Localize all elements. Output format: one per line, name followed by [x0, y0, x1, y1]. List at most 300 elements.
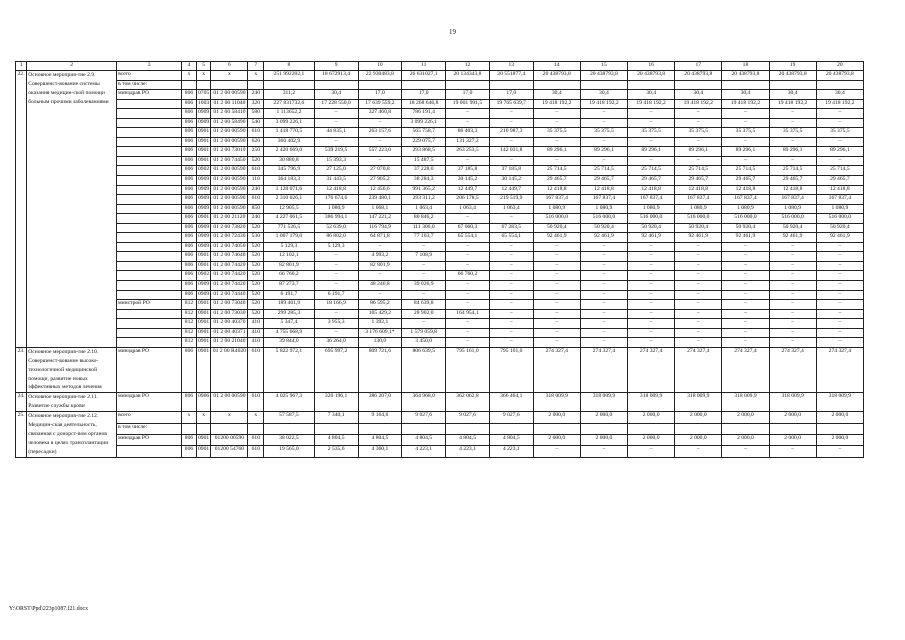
executor-cell [117, 128, 182, 138]
value-cell-col-4: 806 [182, 290, 197, 300]
executor-cell: всего [117, 71, 182, 81]
value-cell-col-11: 39 026,9 [402, 281, 446, 291]
value-cell-col-9: 18 166,9 [314, 300, 358, 310]
value-cell-col-14: 25 714,5 [533, 166, 580, 176]
value-cell-col-5: 0909 [196, 281, 211, 291]
value-cell-col-14: – [533, 300, 580, 310]
value-cell-col-11: – [402, 271, 446, 281]
column-header-19: 19 [769, 62, 816, 71]
value-cell-col-7 [248, 80, 264, 90]
value-cell-col-13: – [489, 328, 533, 338]
value-cell-col-11: 293 868,5 [402, 147, 446, 157]
value-cell-col-20: 516 000,0 [816, 214, 863, 224]
value-cell-col-7: 610 [248, 195, 264, 205]
value-cell-col-10: 22 930483,8 [358, 71, 402, 81]
value-cell-col-12: – [446, 242, 490, 252]
value-cell-col-8: 30 880,8 [264, 156, 315, 166]
value-cell-col-17: 29 465,7 [675, 176, 722, 186]
budget-table [15, 61, 864, 458]
value-cell-col-5: 0909 [196, 204, 211, 214]
value-cell-col-17: 274 327,4 [675, 347, 722, 393]
value-cell-col-6: 01200 00590 [211, 434, 248, 445]
value-cell-col-16: 30,4 [628, 90, 675, 100]
value-cell-col-19: – [769, 271, 816, 281]
value-cell-col-13: – [489, 118, 533, 128]
value-cell-col-6: 01 2 00 00590 [211, 195, 248, 205]
value-cell-col-5: 0901 [196, 446, 211, 457]
value-cell-col-19: – [769, 252, 816, 262]
value-cell-col-7: x [248, 412, 264, 423]
value-cell-col-7: 610 [248, 446, 264, 457]
executor-cell [117, 252, 182, 262]
table-row [16, 176, 864, 186]
executor-cell [117, 109, 182, 119]
value-cell-col-7: 620 [248, 137, 264, 147]
value-cell-col-8: 360 402,9 [264, 137, 315, 147]
value-cell-col-8 [264, 423, 315, 434]
executor-cell [117, 195, 182, 205]
value-cell-col-19 [769, 423, 816, 434]
event-name: Основное мероприя-тие 2.12. Медицин-ская деятельность, связанная с донорст-вом органов человека в целях трансплантации (пересадки) [27, 412, 117, 458]
event-name: Основное мероприя-тие 2.10. Совершенст-вование высоко-технологичной медицинской помощи, развитие новых эффективных методов лечения [27, 347, 117, 393]
value-cell-col-14: 92 461,9 [533, 233, 580, 243]
value-cell-col-13: – [489, 261, 533, 271]
value-cell-col-7: 520 [248, 290, 264, 300]
value-cell-col-4: 806 [182, 204, 197, 214]
table-row [16, 71, 864, 81]
value-cell-col-19: 92 461,9 [769, 233, 816, 243]
value-cell-col-11 [402, 423, 446, 434]
value-cell-col-15: 29 465,7 [580, 176, 627, 186]
value-cell-col-11: 17,0 [402, 90, 446, 100]
value-cell-col-10: 64 871,8 [358, 233, 402, 243]
value-cell-col-15: – [580, 109, 627, 119]
column-header-11: 11 [402, 62, 446, 71]
value-cell-col-18: 25 714,5 [722, 166, 769, 176]
executor-cell [117, 185, 182, 195]
value-cell-col-6 [211, 80, 248, 90]
value-cell-col-9: – [314, 281, 358, 291]
value-cell-col-14: – [533, 290, 580, 300]
value-cell-col-15: 92 461,9 [580, 233, 627, 243]
value-cell-col-7: 520 [248, 271, 264, 281]
value-cell-col-18: 30,4 [722, 90, 769, 100]
value-cell-col-16: – [628, 328, 675, 338]
value-cell-col-16: 167 837,4 [628, 195, 675, 205]
value-cell-col-14: – [533, 446, 580, 457]
value-cell-col-9 [314, 423, 358, 434]
value-cell-col-4: 812 [182, 319, 197, 329]
value-cell-col-7 [248, 423, 264, 434]
value-cell-col-7: 520 [248, 252, 264, 262]
value-cell-col-4: x [182, 71, 197, 81]
value-cell-col-19: – [769, 290, 816, 300]
value-cell-col-13: 12 449,7 [489, 185, 533, 195]
budget-table-wrapper [15, 61, 864, 458]
value-cell-col-10: 327 460,8 [358, 109, 402, 119]
table-row [16, 252, 864, 262]
value-cell-col-8: 4 227 061,5 [264, 214, 315, 224]
value-cell-col-5: 0901 [196, 338, 211, 348]
value-cell-col-5 [196, 423, 211, 434]
value-cell-col-12: – [446, 109, 490, 119]
value-cell-col-17: – [675, 109, 722, 119]
value-cell-col-13: 795 161,0 [489, 347, 533, 393]
value-cell-col-9: 2 535,6 [314, 446, 358, 457]
column-header-15: 15 [580, 62, 627, 71]
column-header-13: 13 [489, 62, 533, 71]
value-cell-col-14: 19 418 192,2 [533, 99, 580, 109]
value-cell-col-17: 318 009,9 [675, 393, 722, 412]
value-cell-col-14: – [533, 328, 580, 338]
value-cell-col-16 [628, 423, 675, 434]
value-cell-col-5: 0901 [196, 319, 211, 329]
value-cell-col-17 [675, 80, 722, 90]
value-cell-col-15: 318 009,9 [580, 393, 627, 412]
value-cell-col-16: – [628, 300, 675, 310]
value-cell-col-14: 167 837,4 [533, 195, 580, 205]
value-cell-col-9: 12 418,8 [314, 185, 358, 195]
value-cell-col-8: 227 831732,6 [264, 99, 315, 109]
value-cell-col-6: 01 2 00 00590 [211, 128, 248, 138]
value-cell-col-6: 01 2 00 00590 [211, 137, 248, 147]
value-cell-col-7: 520 [248, 300, 264, 310]
executor-cell: всего [117, 412, 182, 423]
value-cell-col-6: 01 2 00 00590 [211, 166, 248, 176]
value-cell-col-6: x [211, 412, 248, 423]
value-cell-col-16: – [628, 109, 675, 119]
value-cell-col-20: 19 418 192,2 [816, 99, 863, 109]
column-header-17: 17 [675, 62, 722, 71]
executor-cell [117, 338, 182, 348]
value-cell-col-18 [722, 80, 769, 90]
value-cell-col-19: – [769, 118, 816, 128]
value-cell-col-19: – [769, 338, 816, 348]
value-cell-col-6: 01200 54760 [211, 446, 248, 457]
value-cell-col-10: 386 207,0 [358, 393, 402, 412]
value-cell-col-8: 1 418 770,5 [264, 128, 315, 138]
value-cell-col-20: – [816, 281, 863, 291]
value-cell-col-8: 189 401,9 [264, 300, 315, 310]
value-cell-col-8: 57 587,5 [264, 412, 315, 423]
value-cell-col-14: – [533, 242, 580, 252]
item-number: 24. [16, 393, 27, 412]
value-cell-col-15: – [580, 300, 627, 310]
value-cell-col-18: – [722, 252, 769, 262]
value-cell-col-19: 12 418,8 [769, 185, 816, 195]
value-cell-col-20: – [816, 252, 863, 262]
page-number: 19 [449, 28, 456, 36]
value-cell-col-20: – [816, 271, 863, 281]
value-cell-col-13: – [489, 290, 533, 300]
executor-cell [117, 137, 182, 147]
value-cell-col-19: – [769, 156, 816, 166]
value-cell-col-20: 20 438793,8 [816, 71, 863, 81]
value-cell-col-11: – [402, 290, 446, 300]
executor-cell [117, 214, 182, 224]
value-cell-col-16: 516 000,0 [628, 214, 675, 224]
value-cell-col-17: – [675, 242, 722, 252]
value-cell-col-9: – [314, 252, 358, 262]
value-cell-col-15: 25 714,5 [580, 166, 627, 176]
value-cell-col-8: 251 992202,1 [264, 71, 315, 81]
value-cell-col-13: 9 027,6 [489, 412, 533, 423]
value-cell-col-15: – [580, 319, 627, 329]
value-cell-col-9: 320 196,1 [314, 393, 358, 412]
column-header-3: 3 [117, 62, 182, 71]
value-cell-col-18: – [722, 261, 769, 271]
value-cell-col-18: 516 000,0 [722, 214, 769, 224]
value-cell-col-5: 0901 [196, 156, 211, 166]
value-cell-col-6: 01 2 00 58490 [211, 118, 248, 128]
value-cell-col-9: 31 443,5 [314, 176, 358, 186]
value-cell-col-18: – [722, 309, 769, 319]
item-number: 23. [16, 347, 27, 393]
value-cell-col-15: – [580, 446, 627, 457]
value-cell-col-13: 366 464,1 [489, 393, 533, 412]
value-cell-col-20: – [816, 290, 863, 300]
value-cell-col-18: – [722, 281, 769, 291]
value-cell-col-20: – [816, 261, 863, 271]
value-cell-col-11: – [402, 242, 446, 252]
value-cell-col-18: 1 080,9 [722, 204, 769, 214]
value-cell-col-10: 1 392,1 [358, 319, 402, 329]
value-cell-col-8: 345 796,9 [264, 166, 315, 176]
value-cell-col-9: 6 191,7 [314, 290, 358, 300]
value-cell-col-12: 19 001 991,5 [446, 99, 490, 109]
value-cell-col-16: 20 438793,8 [628, 71, 675, 81]
value-cell-col-5: 0909 [196, 223, 211, 233]
value-cell-col-9: 7 340,1 [314, 412, 358, 423]
value-cell-col-15: – [580, 281, 627, 291]
value-cell-col-6: x [211, 71, 248, 81]
value-cell-col-13: 4 223,1 [489, 446, 533, 457]
value-cell-col-17: – [675, 281, 722, 291]
value-cell-col-20: – [816, 319, 863, 329]
value-cell-col-19: 29 465,7 [769, 176, 816, 186]
value-cell-col-5: 0901 [196, 147, 211, 157]
value-cell-col-8: 3 099 226,1 [264, 118, 315, 128]
value-cell-col-14: 274 327,4 [533, 347, 580, 393]
value-cell-col-7: 610 [248, 347, 264, 393]
file-path-footer: Y:\ORST\Ppd\223p1087.f21.docx [9, 606, 89, 612]
executor-cell: минздрав РО [117, 393, 182, 412]
value-cell-col-18: – [722, 328, 769, 338]
value-cell-col-5: 0906 [196, 393, 211, 412]
event-name: Основное мероприя-тие 2.9. Совершенст-вование системы оказания медицин-ской помощи больным прочими заболеваниями [27, 71, 117, 348]
value-cell-col-14: 30,4 [533, 90, 580, 100]
value-cell-col-19: 167 837,4 [769, 195, 816, 205]
value-cell-col-12 [446, 80, 490, 90]
value-cell-col-6: 01 2 00 73820 [211, 223, 248, 233]
value-cell-col-5: 0909 [196, 233, 211, 243]
value-cell-col-13: – [489, 338, 533, 348]
value-cell-col-6: 01 2 00 00590 [211, 393, 248, 412]
table-row [16, 233, 864, 243]
value-cell-col-15: 35 375,5 [580, 128, 627, 138]
value-cell-col-18: 167 837,4 [722, 195, 769, 205]
value-cell-col-12: – [446, 290, 490, 300]
value-cell-col-4: 806 [182, 252, 197, 262]
value-cell-col-11: 806 639,5 [402, 347, 446, 393]
value-cell-col-4: 806 [182, 446, 197, 457]
value-cell-col-16: – [628, 118, 675, 128]
value-cell-col-18: – [722, 290, 769, 300]
value-cell-col-8: 87 273,7 [264, 281, 315, 291]
value-cell-col-15: – [580, 309, 627, 319]
value-cell-col-12: 65 554,1 [446, 233, 490, 243]
value-cell-col-15: – [580, 261, 627, 271]
value-cell-col-17: – [675, 338, 722, 348]
table-row [16, 166, 864, 176]
value-cell-col-20: 29 465,7 [816, 176, 863, 186]
value-cell-col-11: – [402, 261, 446, 271]
table-row [16, 118, 864, 128]
value-cell-col-19: – [769, 137, 816, 147]
executor-cell [117, 166, 182, 176]
table-row [16, 290, 864, 300]
value-cell-col-6: 01 2 00 11040 [211, 99, 248, 109]
value-cell-col-12: 30 145,2 [446, 176, 490, 186]
value-cell-col-4: 806 [182, 109, 197, 119]
value-cell-col-16: 1 080,9 [628, 204, 675, 214]
value-cell-col-20: 50 920,4 [816, 223, 863, 233]
value-cell-col-20: – [816, 300, 863, 310]
value-cell-col-19: – [769, 446, 816, 457]
table-row [16, 147, 864, 157]
value-cell-col-5: 0901 [196, 214, 211, 224]
table-row [16, 80, 864, 90]
value-cell-col-8: 299 285,3 [264, 309, 315, 319]
value-cell-col-11: 84 639,8 [402, 300, 446, 310]
executor-cell [117, 242, 182, 252]
value-cell-col-14: – [533, 252, 580, 262]
value-cell-col-18 [722, 423, 769, 434]
value-cell-col-4: 806 [182, 281, 197, 291]
executor-cell [117, 99, 182, 109]
value-cell-col-15: 167 837,4 [580, 195, 627, 205]
table-row [16, 271, 864, 281]
value-cell-col-19: – [769, 300, 816, 310]
value-cell-col-5: 0909 [196, 242, 211, 252]
value-cell-col-6: 01 2 00 73010 [211, 147, 248, 157]
value-cell-col-4: 806 [182, 393, 197, 412]
value-cell-col-6: 01 2 00 00590 [211, 204, 248, 214]
value-cell-col-20: – [816, 328, 863, 338]
value-cell-col-6: 01 2 00 74420 [211, 281, 248, 291]
value-cell-col-6: 01 2 00 58410 [211, 109, 248, 119]
value-cell-col-12: – [446, 328, 490, 338]
value-cell-col-16: 274 327,4 [628, 347, 675, 393]
value-cell-col-18: 274 327,4 [722, 347, 769, 393]
value-cell-col-4: 806 [182, 118, 197, 128]
executor-cell: минстрой РО [117, 300, 182, 310]
value-cell-col-14: – [533, 319, 580, 329]
value-cell-col-15: 1 080,9 [580, 204, 627, 214]
value-cell-col-11: 565 758,7 [402, 128, 446, 138]
value-cell-col-5: x [196, 412, 211, 423]
value-cell-col-10: 239 480,1 [358, 195, 402, 205]
table-row [16, 156, 864, 166]
value-cell-col-18: 89 296,1 [722, 147, 769, 157]
value-cell-col-9: 386 994,1 [314, 214, 358, 224]
value-cell-col-16: – [628, 281, 675, 291]
value-cell-col-14: – [533, 156, 580, 166]
value-cell-col-18: 12 418,8 [722, 185, 769, 195]
value-cell-col-7: 540 [248, 118, 264, 128]
value-cell-col-12 [446, 423, 490, 434]
value-cell-col-13: 219 519,9 [489, 195, 533, 205]
value-cell-col-16: – [628, 137, 675, 147]
executor-cell [117, 156, 182, 166]
value-cell-col-17: – [675, 261, 722, 271]
table-row [16, 319, 864, 329]
value-cell-col-12: 4 223,1 [446, 446, 490, 457]
value-cell-col-15: 50 920,4 [580, 223, 627, 233]
value-cell-col-5: 0909 [196, 109, 211, 119]
table-row [16, 90, 864, 100]
value-cell-col-5: 0901 [196, 137, 211, 147]
value-cell-col-16: 25 714,5 [628, 166, 675, 176]
column-header-7: 7 [248, 62, 264, 71]
value-cell-col-18: – [722, 319, 769, 329]
value-cell-col-8: 4 755 668,9 [264, 328, 315, 338]
item-number: 22. [16, 71, 27, 348]
value-cell-col-10: – [358, 242, 402, 252]
executor-cell: в том числе: [117, 423, 182, 434]
value-cell-col-8: 6 191,7 [264, 290, 315, 300]
value-cell-col-8: 5 129,3 [264, 242, 315, 252]
table-row [16, 338, 864, 348]
value-cell-col-6: 01 2 00 73040 [211, 300, 248, 310]
table-row [16, 99, 864, 109]
value-cell-col-11: 38 284,3 [402, 176, 446, 186]
executor-cell [117, 176, 182, 186]
value-cell-col-14: 29 465,7 [533, 176, 580, 186]
value-cell-col-4: 806 [182, 156, 197, 166]
value-cell-col-14: 12 418,8 [533, 185, 580, 195]
value-cell-col-5: 0901 [196, 434, 211, 445]
value-cell-col-19: 19 418 192,2 [769, 99, 816, 109]
value-cell-col-13: – [489, 109, 533, 119]
value-cell-col-5: 0909 [196, 290, 211, 300]
value-cell-col-6: 01 2 00 74420 [211, 271, 248, 281]
value-cell-col-4: 806 [182, 137, 197, 147]
value-cell-col-13: 4 804,5 [489, 434, 533, 445]
value-cell-col-16: 50 920,4 [628, 223, 675, 233]
value-cell-col-17: – [675, 252, 722, 262]
value-cell-col-7: 520 [248, 281, 264, 291]
value-cell-col-17: 92 461,9 [675, 233, 722, 243]
value-cell-col-19: – [769, 242, 816, 252]
value-cell-col-18: 50 920,4 [722, 223, 769, 233]
value-cell-col-4: 806 [182, 271, 197, 281]
value-cell-col-7: x [248, 71, 264, 81]
column-header-1: 1 [16, 62, 27, 71]
value-cell-col-11: 4 804,5 [402, 434, 446, 445]
value-cell-col-17: – [675, 319, 722, 329]
value-cell-col-20: 167 837,4 [816, 195, 863, 205]
value-cell-col-13: 67 283,5 [489, 223, 533, 233]
value-cell-col-6: 01 2 00 74420 [211, 261, 248, 271]
value-cell-col-18: – [722, 137, 769, 147]
value-cell-col-14: 35 375,5 [533, 128, 580, 138]
value-cell-col-18: 2 000,0 [722, 412, 769, 423]
value-cell-col-7: 610 [248, 393, 264, 412]
value-cell-col-6: 01 2 00 R4020 [211, 347, 248, 393]
value-cell-col-14: 50 920,4 [533, 223, 580, 233]
value-cell-col-4: 806 [182, 233, 197, 243]
